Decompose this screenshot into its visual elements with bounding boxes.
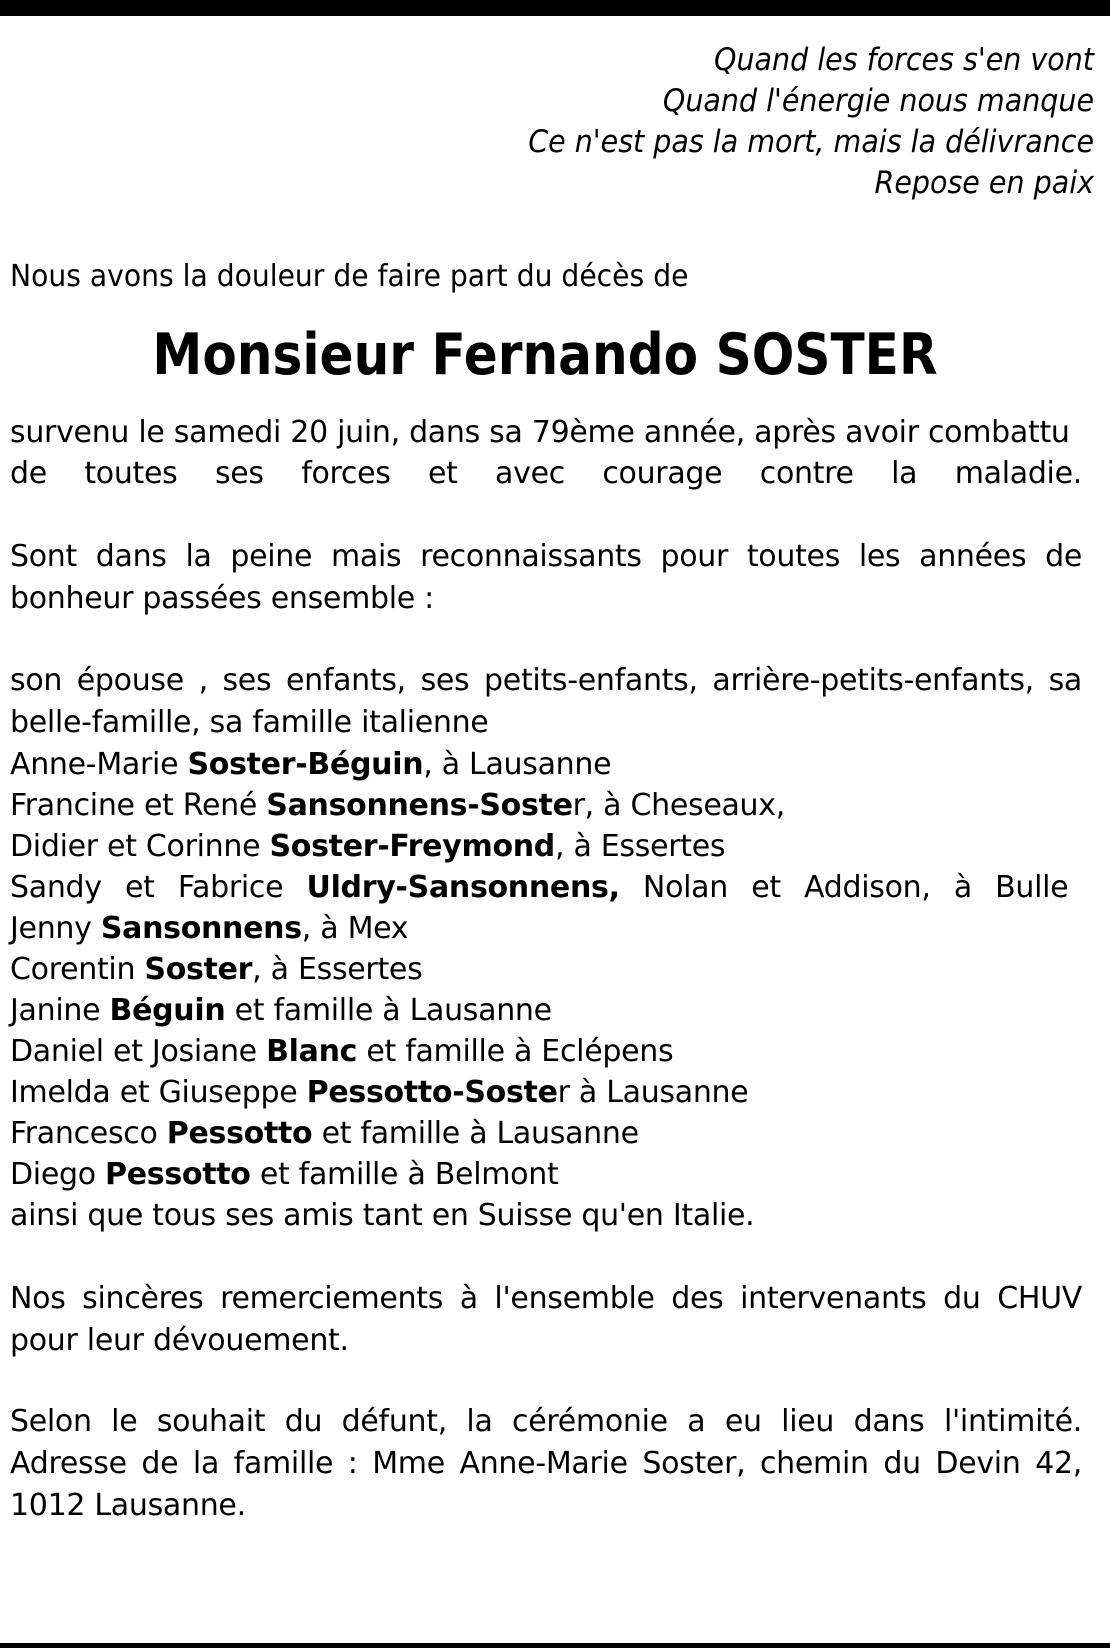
poem-line: Repose en paix bbox=[874, 165, 1094, 201]
poem-line: Quand les forces s'en vont bbox=[714, 42, 1094, 78]
word: la bbox=[891, 456, 918, 491]
family-surname: Pessotto bbox=[166, 1116, 313, 1151]
poem-line: Ce n'est pas la mort, mais la délivrance bbox=[528, 124, 1094, 160]
location: r à Lausanne bbox=[557, 1075, 749, 1110]
word: avec bbox=[495, 456, 565, 491]
death-announcement-line-1: survenu le samedi 20 juin, dans sa 79ème année, après avoir combattu bbox=[10, 415, 1070, 450]
family-surname: Uldry-Sansonnens, bbox=[306, 870, 620, 905]
given-names: Francesco bbox=[10, 1116, 167, 1151]
family-surname: Pessotto bbox=[105, 1157, 251, 1192]
location: Nolan et Addison, à Bulle bbox=[619, 870, 1069, 905]
location: , à Lausanne bbox=[423, 747, 612, 782]
given-names: Diego bbox=[10, 1157, 106, 1192]
family-surname: Soster-Béguin bbox=[187, 747, 424, 782]
word: maladie. bbox=[954, 456, 1082, 491]
friends-line: ainsi que tous ses amis tant en Suisse qu'en Italie. bbox=[10, 1198, 755, 1233]
top-rule bbox=[0, 0, 1110, 16]
given-names: Francine et René bbox=[10, 788, 267, 823]
family-surname: Blanc bbox=[266, 1034, 358, 1069]
location: , à Mex bbox=[301, 911, 409, 946]
family-surname: Soster-Freymond bbox=[269, 829, 555, 864]
mourners-intro: Sont dans la peine mais reconnaissants pour toutes les années de bonheur passées ensemble : bbox=[10, 539, 1082, 616]
family-member bbox=[10, 826, 725, 868]
word: et bbox=[427, 456, 458, 491]
family-member bbox=[10, 990, 552, 1032]
given-names: Sandy et Fabrice bbox=[10, 870, 307, 905]
family-surname: Béguin bbox=[109, 993, 226, 1028]
family-member bbox=[10, 1031, 673, 1073]
given-names: Jenny bbox=[10, 911, 101, 946]
family-member bbox=[10, 1154, 558, 1196]
family-surname: Pessotto-Soste bbox=[306, 1075, 558, 1110]
given-names: Imelda et Giuseppe bbox=[10, 1075, 307, 1110]
ceremony-paragraph: Selon le souhait du défunt, la cérémonie a eu lieu dans l'intimité. Adresse de la famille : Mme Anne-Marie Soster, chemin du Devin 42, 1012 Lausanne. bbox=[10, 1404, 1082, 1523]
given-names: Didier et Corinne bbox=[10, 829, 270, 864]
location: r, à Cheseaux, bbox=[572, 788, 785, 823]
family-member bbox=[10, 949, 422, 991]
word: forces bbox=[301, 456, 391, 491]
word: contre bbox=[759, 456, 854, 491]
word: courage bbox=[602, 456, 723, 491]
family-intro: son épouse , ses enfants, ses petits-enfants, arrière-petits-enfants, sa belle-famille, sa famille italienne bbox=[10, 663, 1082, 740]
deceased-name: Monsieur Fernando SOSTER bbox=[152, 322, 938, 388]
thanks-paragraph: Nos sincères remerciements à l'ensemble des intervenants du CHUV pour leur dévouement. bbox=[10, 1281, 1082, 1358]
intro-text: Nous avons la douleur de faire part du décès de bbox=[10, 259, 689, 294]
location: et famille à Lausanne bbox=[312, 1116, 639, 1151]
location: , à Essertes bbox=[554, 829, 726, 864]
location: et famille à Eclépens bbox=[357, 1034, 674, 1069]
family-member bbox=[10, 1072, 748, 1114]
given-names: Anne-Marie bbox=[10, 747, 188, 782]
family-member bbox=[10, 908, 408, 950]
location: , à Essertes bbox=[252, 952, 423, 987]
word: de bbox=[10, 456, 47, 491]
location: et famille à Belmont bbox=[250, 1157, 559, 1192]
poem bbox=[528, 40, 1094, 204]
given-names: Daniel et Josiane bbox=[10, 1034, 267, 1069]
location: et famille à Lausanne bbox=[225, 993, 552, 1028]
poem-line: Quand l'énergie nous manque bbox=[662, 83, 1094, 119]
family-member bbox=[10, 785, 785, 827]
family-surname: Soster bbox=[144, 952, 253, 987]
given-names: Corentin bbox=[10, 952, 145, 987]
bottom-rule bbox=[0, 1643, 1110, 1648]
word: ses bbox=[214, 456, 264, 491]
word: toutes bbox=[84, 456, 178, 491]
family-surname: Sansonnens bbox=[100, 911, 302, 946]
death-announcement-line-2 bbox=[10, 453, 1082, 495]
family-member bbox=[10, 1113, 639, 1155]
family-surname: Sansonnens-Soste bbox=[266, 788, 573, 823]
given-names: Janine bbox=[10, 993, 110, 1028]
family-member bbox=[10, 867, 1068, 909]
family-member bbox=[10, 744, 611, 786]
